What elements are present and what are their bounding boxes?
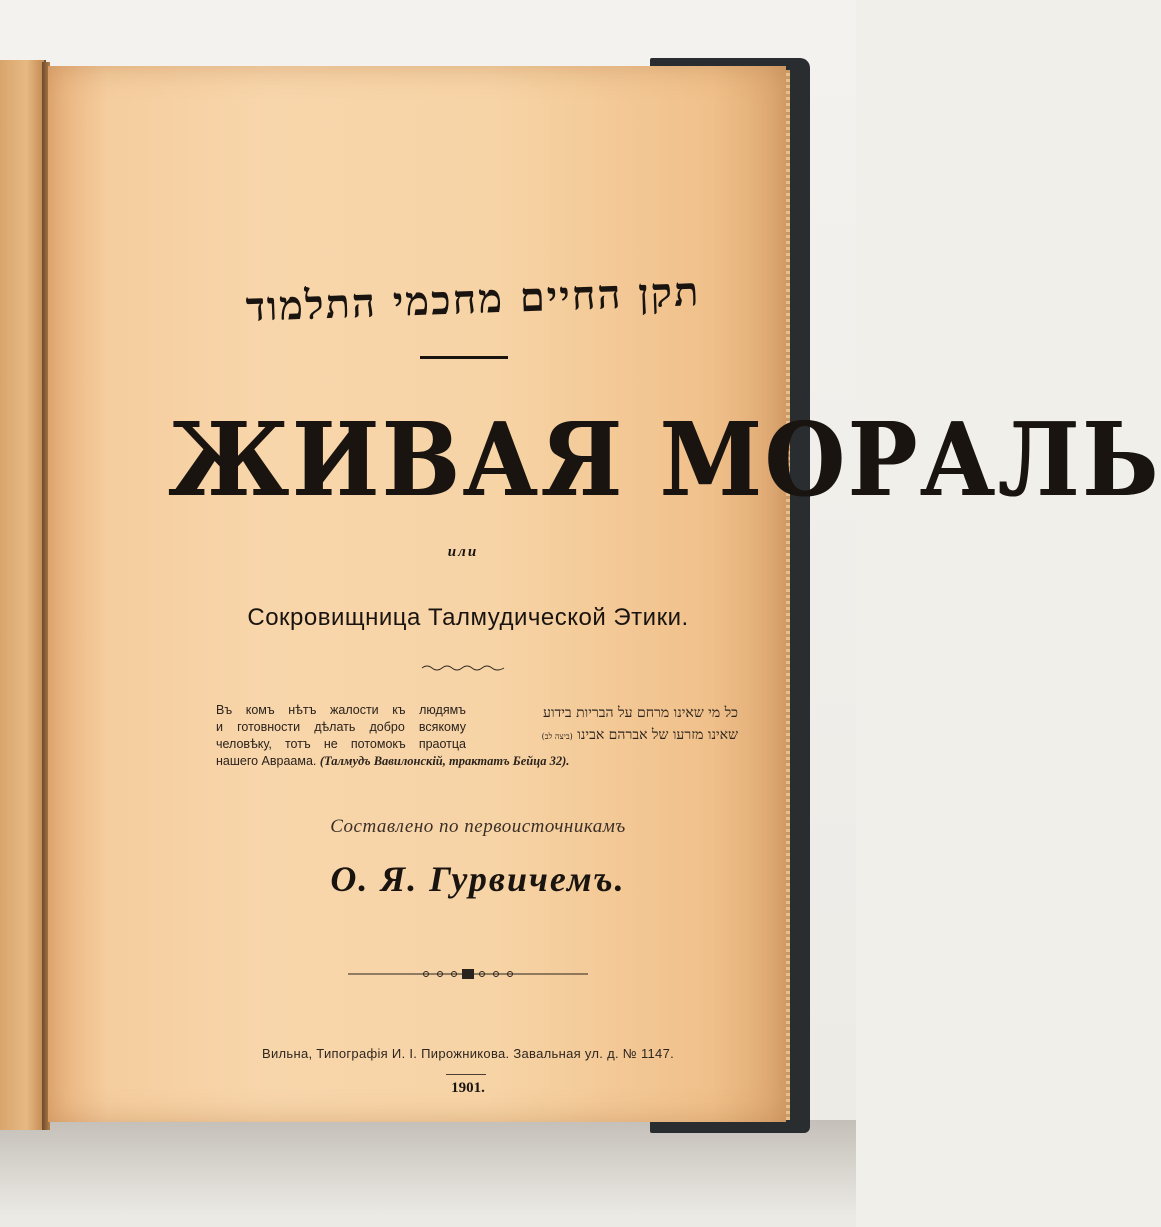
epigraph-he-line-2	[488, 724, 738, 748]
epigraph-he-line: כל מי שאינו מרחם על הבריות בידוע	[543, 705, 738, 721]
epigraph-ru-text: нашего Авраама.	[216, 754, 317, 768]
epigraph-he-note: (ביצה לב)	[541, 732, 573, 741]
epigraph-ru-line: человѣку, тотъ не потомокъ праотца	[216, 737, 466, 751]
epigraph-hebrew	[488, 702, 738, 748]
epigraph-ru-last-line	[216, 753, 570, 770]
title-page	[48, 66, 1161, 1122]
main-title: ЖИВАЯ МОРАЛЬ	[168, 400, 1161, 520]
publication-year: 1901.	[451, 1080, 485, 1096]
ornament-divider	[348, 966, 588, 982]
compiled-by-label: Составлено по первоисточникамъ	[330, 816, 626, 837]
squiggle-divider	[422, 664, 504, 672]
left-page-edge	[0, 60, 46, 1130]
hebrew-title: תקן החיים מחכמי התלמוד	[244, 268, 702, 331]
epigraph-ru-line: и готовности дѣлать добро всякому	[216, 720, 466, 734]
title-rule	[420, 356, 508, 359]
imprint: Вильна, Типографія И. І. Пирожникова. Завальная ул. д. № 1147.	[261, 1046, 675, 1061]
epigraph-ru-line: Въ комъ нѣтъ жалости къ людямъ	[216, 703, 466, 717]
year-rule	[446, 1074, 486, 1075]
epigraph-he-text: שאינו מזרעו של אברהם אבינו	[577, 727, 738, 743]
author-name: О. Я. Гурвичемъ.	[330, 859, 626, 899]
subtitle: Сокровищница Талмудической Этики.	[247, 604, 689, 631]
epigraph-source: (Талмудъ Вавилонскій, трактатъ Бейца 32).	[319, 754, 570, 768]
conjunction-text: или	[447, 544, 479, 560]
table-shadow	[0, 1120, 856, 1227]
